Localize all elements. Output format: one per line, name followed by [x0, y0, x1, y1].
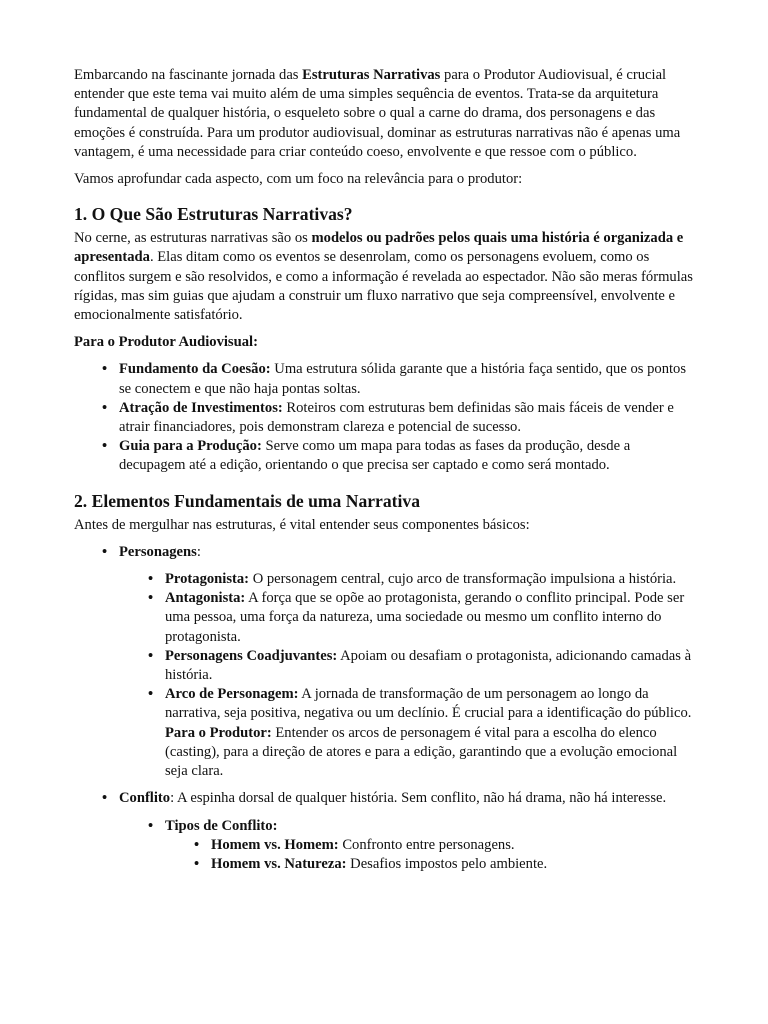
list-item: • Fundamento da Coesão: Uma estrutura sólida garante que a história faça sentido, que os pontos se conectem e que não haja pontas soltas.: [74, 360, 696, 398]
list-item: • Guia para a Produção: Serve como um mapa para todas as fases da produção, desde a decupagem até a edição, orientando o que precisa ser captado e como será montado.: [74, 437, 696, 475]
intro-paragraph-2: Vamos aprofundar cada aspecto, com um foco na relevância para o produtor:: [74, 171, 523, 188]
list-item: • Arco de Personagem: A jornada de transformação de um personagem ao longo da narrativa, seja positiva, negativa ou um declínio. É crucial para a identificação do público. Para o Produtor: Entender os arcos de personagem é vital para a escolha do elenco (casting), para a direção de atores e para a edição, garantindo que a evolução emocional seja clara.: [119, 685, 696, 781]
list-item: • Antagonista: A força que se opõe ao protagonista, gerando o conflito principal. Pode ser uma pessoa, uma força da natureza, uma sociedade ou mesmo um conflito interno do protagonista.: [119, 589, 696, 647]
list-item-personagens: • Personagens: • Protagonista: O personagem central, cujo arco de transformação impulsiona a história. • Antagonista: A força que se opõe ao protagonista, gerando o conflito principal. Pode ser uma pessoa, uma força da natureza, uma sociedade ou mesmo um conflito interno do protagonista. • Personagens Coadjuvantes: Apoiam ou desafiam o protagonista, adicionando camadas à história. • Arco de Personagem: A jornada de transformação de um personagem ao longo da narrativa, seja positiva, negativa ou um declínio. É crucial para a identificação do público. Para o Produtor: Entender os arcos de personagem é vital para a escolha do elenco (casting), para a direção de atores e para a edição, garantindo que a evolução emocional seja clara.: [74, 543, 696, 781]
personagens-sublist: [119, 570, 696, 781]
list-item-tipos: • Tipos de Conflito: • Homem vs. Homem: Confronto entre personagens. • Homem vs. Natureza: Desafios impostos pelo ambiente.: [119, 817, 696, 875]
list-item: • Personagens Coadjuvantes: Apoiam ou desafiam o protagonista, adicionando camadas à história.: [119, 647, 696, 685]
producer-benefits-list: [74, 360, 696, 475]
section-1-paragraph: No cerne, as estruturas narrativas são os modelos ou padrões pelos quais uma história é organizada e apresentada. Elas ditam como os eventos se desenrolam, como os personagens evoluem, como os conflitos surgem e são resolvidos, e como a informação é revelada ao espectador. Não são meras fórmulas rígidas, mas sim guias que ajudam a construir um fluxo narrativo que seja compreensível, envolvente e emocionalmente satisfatório.: [74, 230, 693, 324]
list-item-conflito: • Conflito: A espinha dorsal de qualquer história. Sem conflito, não há drama, não há interesse. • Tipos de Conflito: • Homem vs. Homem: Confronto entre personagens. • Homem vs. Natureza: Desafios impostos pelo ambiente.: [74, 789, 696, 874]
intro-paragraph: Embarcando na fascinante jornada das Estruturas Narrativas para o Produtor Audiovisual, é crucial entender que este tema vai muito além de uma simples sequência de eventos. Trata-se da arquitetura fundamental de qualquer história, o esqueleto sobre o qual a carne do drama, dos personagens e das emoções é construída. Para um produtor audiovisual, dominar as estruturas narrativas não é apenas uma vantagem, é uma necessidade para criar conteúdo coeso, envolvente e que ressoe com o público.: [74, 67, 681, 160]
document-page: [74, 66, 696, 874]
section-1-heading: 1. O Que São Estruturas Narrativas?: [74, 204, 353, 225]
list-item: • Atração de Investimentos: Roteiros com estruturas bem definidas são mais fáceis de vender e atrair financiadores, pois demonstram clareza e potencial de sucesso.: [74, 399, 696, 437]
producer-lead: Para o Produtor Audiovisual:: [74, 334, 258, 351]
section-2-heading: 2. Elementos Fundamentais de uma Narrativa: [74, 490, 420, 511]
section-2-intro: Antes de mergulhar nas estruturas, é vital entender seus componentes básicos:: [74, 516, 530, 533]
elements-list: [74, 543, 696, 874]
list-item: • Homem vs. Natureza: Desafios impostos pelo ambiente.: [165, 855, 696, 874]
intro-bold-term: Estruturas Narrativas: [302, 67, 441, 83]
list-item: • Protagonista: O personagem central, cujo arco de transformação impulsiona a história.: [119, 570, 696, 589]
tipos-sublist: [165, 836, 696, 874]
conflito-sublist: [119, 817, 696, 875]
list-item: • Homem vs. Homem: Confronto entre personagens.: [165, 836, 696, 855]
